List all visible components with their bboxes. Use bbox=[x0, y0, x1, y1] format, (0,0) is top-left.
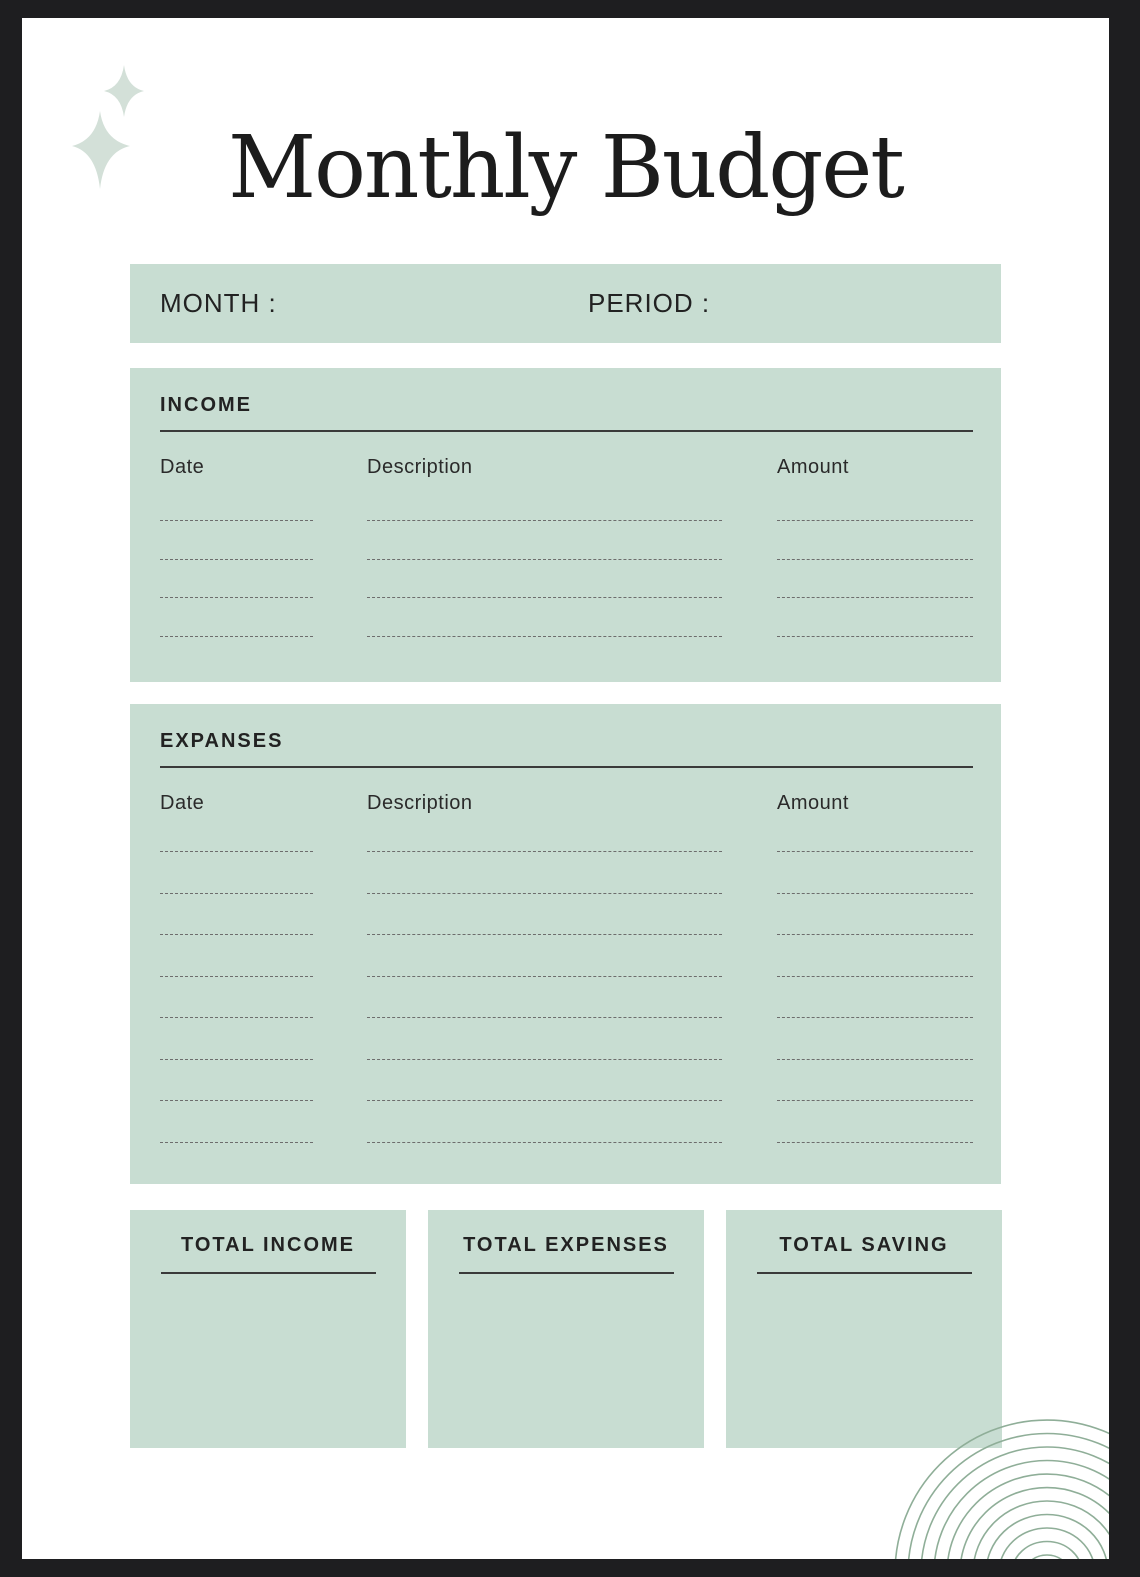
concentric-arcs-icon bbox=[882, 1398, 1109, 1559]
expenses-section bbox=[130, 704, 1001, 1184]
expenses-desc-blank-line bbox=[367, 893, 722, 894]
income-desc-blank-line bbox=[367, 520, 722, 521]
income-date-blank-line bbox=[160, 559, 313, 560]
expenses-date-blank-line bbox=[160, 976, 313, 977]
total-income-label: TOTAL INCOME bbox=[181, 1234, 355, 1256]
income-amt-blank-line bbox=[777, 520, 973, 521]
income-desc-blank-line bbox=[367, 559, 722, 560]
expenses-amt-blank-line bbox=[777, 1059, 973, 1060]
arc-line bbox=[921, 1447, 1109, 1559]
expenses-date-blank-line bbox=[160, 851, 313, 852]
expenses-date-blank-line bbox=[160, 893, 313, 894]
expenses-desc-blank-line bbox=[367, 1142, 722, 1143]
expenses-amt-blank-line bbox=[777, 1142, 973, 1143]
expenses-date-blank-line bbox=[160, 1100, 313, 1101]
total-expenses-label: TOTAL EXPENSES bbox=[463, 1234, 669, 1256]
total-saving-divider bbox=[757, 1272, 972, 1274]
expenses-date-blank-line bbox=[160, 934, 313, 935]
expenses-desc-blank-line bbox=[367, 1059, 722, 1060]
expenses-desc-blank-line bbox=[367, 1100, 722, 1101]
income-divider bbox=[160, 430, 973, 432]
income-heading: INCOME bbox=[160, 394, 252, 416]
income-desc-blank-line bbox=[367, 636, 722, 637]
expenses-description-header: Description bbox=[367, 792, 473, 814]
expenses-amt-blank-line bbox=[777, 934, 973, 935]
income-description-header: Description bbox=[367, 456, 473, 478]
expenses-desc-blank-line bbox=[367, 1017, 722, 1018]
period-label: PERIOD : bbox=[588, 288, 711, 318]
page-title: Monthly Budget bbox=[228, 118, 903, 218]
total-saving-label: TOTAL SAVING bbox=[779, 1234, 949, 1256]
month-label: MONTH : bbox=[160, 288, 277, 318]
expenses-amt-blank-line bbox=[777, 893, 973, 894]
expenses-desc-blank-line bbox=[367, 934, 722, 935]
income-date-blank-line bbox=[160, 636, 313, 637]
income-amt-blank-line bbox=[777, 559, 973, 560]
expenses-amt-blank-line bbox=[777, 1100, 973, 1101]
income-desc-blank-line bbox=[367, 597, 722, 598]
expenses-date-blank-line bbox=[160, 1059, 313, 1060]
income-section bbox=[130, 368, 1001, 682]
expenses-amount-header: Amount bbox=[777, 792, 849, 814]
expenses-amt-blank-line bbox=[777, 976, 973, 977]
total-income-divider bbox=[161, 1272, 376, 1274]
arc-line bbox=[1012, 1542, 1082, 1560]
sparkle-small-icon bbox=[104, 65, 144, 117]
income-date-blank-line bbox=[160, 520, 313, 521]
income-amount-header: Amount bbox=[777, 456, 849, 478]
total-expenses-box bbox=[428, 1210, 704, 1448]
income-date-header: Date bbox=[160, 456, 205, 478]
expenses-desc-blank-line bbox=[367, 976, 722, 977]
total-income-box bbox=[130, 1210, 406, 1448]
budget-sheet bbox=[22, 18, 1109, 1559]
expenses-date-blank-line bbox=[160, 1017, 313, 1018]
total-expenses-divider bbox=[459, 1272, 674, 1274]
expenses-amt-blank-line bbox=[777, 851, 973, 852]
income-date-blank-line bbox=[160, 597, 313, 598]
arc-line bbox=[1025, 1555, 1069, 1559]
expenses-date-blank-line bbox=[160, 1142, 313, 1143]
expenses-desc-blank-line bbox=[367, 851, 722, 852]
expenses-date-header: Date bbox=[160, 792, 205, 814]
income-amt-blank-line bbox=[777, 597, 973, 598]
month-period-bar bbox=[130, 264, 1001, 343]
income-amt-blank-line bbox=[777, 636, 973, 637]
expenses-heading: EXPANSES bbox=[160, 730, 284, 752]
expenses-divider bbox=[160, 766, 973, 768]
expenses-amt-blank-line bbox=[777, 1017, 973, 1018]
